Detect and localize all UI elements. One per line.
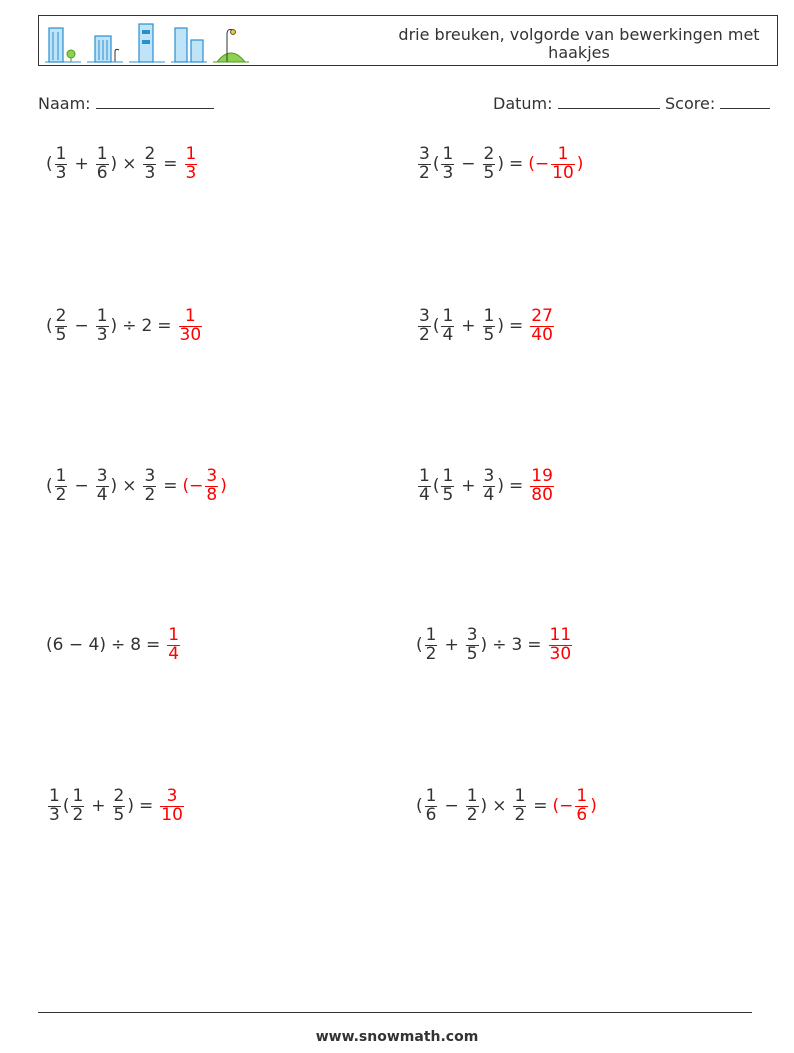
answer-4: $\frac{27}{40}$ (531, 306, 553, 345)
problem-7: (6 − 4) ÷ 8 = $\frac{1}{4}$ (46, 627, 182, 664)
problem-1: ( $\frac{1}{3}$ + $\frac{1}{6}$ ) × $\frac{2}{3}$ = $\frac{1}{3}$ (46, 146, 199, 183)
problem-3: ( $\frac{2}{5}$ − $\frac{1}{3}$ ) ÷ 2 = $\frac{1}{30}$ (46, 308, 204, 345)
answer-7: $\frac{1}{4}$ (168, 625, 180, 664)
answer-8: $\frac{11}{30}$ (549, 625, 572, 664)
footer-url[interactable]: www.snowmath.com (315, 1029, 479, 1045)
city-building-icon (171, 20, 207, 64)
header-icons (45, 20, 249, 64)
answer-5: (− $\frac{3}{8}$ ) (182, 466, 227, 505)
worksheet-title: drie breuken, volgorde van bewerkingen met haakjes (398, 25, 760, 62)
answer-2: (− $\frac{1}{10}$ ) (528, 144, 584, 183)
name-field (38, 94, 214, 113)
problem-8: ( $\frac{1}{2}$ + $\frac{3}{5}$ ) ÷ 3 = $\frac{11}{30}$ (416, 627, 574, 664)
problem-10: ( $\frac{1}{6}$ − $\frac{1}{2}$ ) × $\frac{1}{2}$ = (− $\frac{1}{6}$ ) (416, 786, 597, 825)
name-line[interactable] (96, 94, 214, 109)
score-label: Score: (665, 94, 716, 113)
problem-5: ( $\frac{1}{2}$ − $\frac{3}{4}$ ) × $\frac{3}{2}$ = (− $\frac{3}{8}$ ) (46, 466, 227, 505)
answer-1: $\frac{1}{3}$ (185, 144, 197, 183)
problem-2: $\frac{3}{2}$ ( $\frac{1}{3}$ − $\frac{2}{5}$ ) = (− $\frac{1}{10}$ ) (419, 144, 584, 183)
answer-3: $\frac{1}{30}$ (179, 306, 202, 345)
date-field (493, 94, 660, 113)
score-line[interactable] (720, 94, 770, 109)
city-building-icon (87, 20, 123, 64)
date-line[interactable] (558, 94, 660, 109)
city-building-icon (45, 20, 81, 64)
problem-6: $\frac{1}{4}$ ( $\frac{1}{5}$ + $\frac{3}{4}$ ) = $\frac{19}{80}$ (416, 468, 556, 505)
score-field (665, 94, 770, 113)
answer-6: $\frac{19}{80}$ (531, 466, 553, 505)
answer-10: (− $\frac{1}{6}$ ) (552, 786, 597, 825)
answer-9: $\frac{3}{10}$ (161, 786, 183, 825)
city-building-icon (129, 20, 165, 64)
name-label: Naam: (38, 94, 91, 113)
problem-4: $\frac{3}{2}$ ( $\frac{1}{4}$ + $\frac{1}{5}$ ) = $\frac{27}{40}$ (416, 308, 556, 345)
date-label: Datum: (493, 94, 553, 113)
park-bench-icon (213, 20, 249, 64)
header-box (38, 15, 778, 66)
footer-divider (38, 1012, 752, 1013)
problem-9: $\frac{1}{3}$ ( $\frac{1}{2}$ + $\frac{2}{5}$ ) = $\frac{3}{10}$ (46, 788, 186, 825)
